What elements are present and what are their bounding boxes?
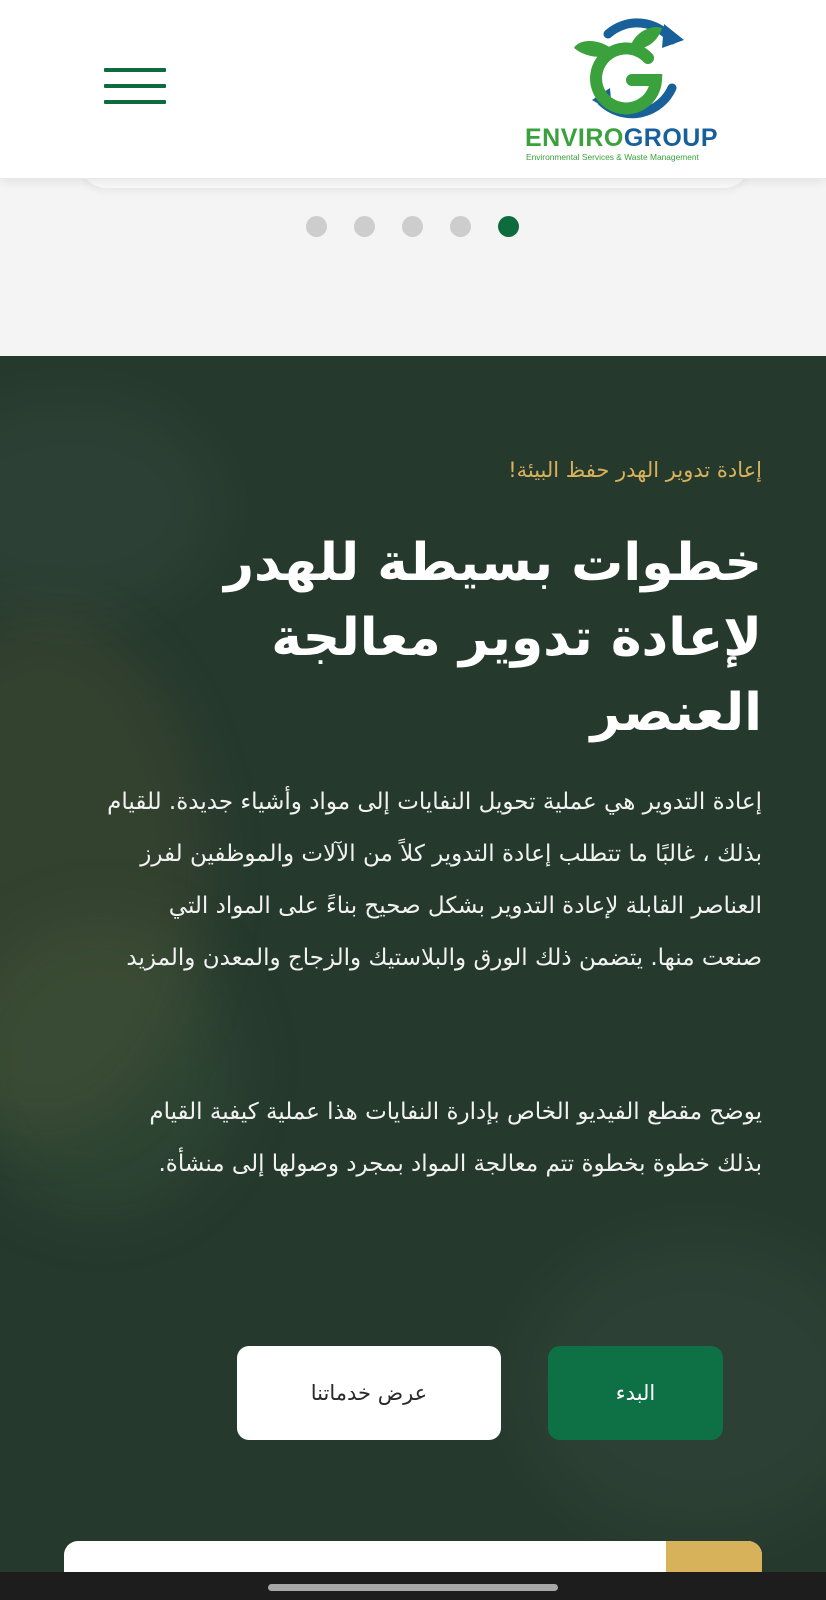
menu-line: [104, 68, 166, 72]
hero-eyebrow: إعادة تدوير الهدر حفظ البيئة!: [508, 458, 762, 482]
carousel-pagination: [0, 216, 826, 238]
start-button[interactable]: البدء: [548, 1346, 723, 1440]
menu-line: [104, 100, 166, 104]
view-services-button[interactable]: عرض خدماتنا: [237, 1346, 501, 1440]
logo-text-group: GROUP: [623, 124, 719, 152]
hero-headline: خطوات بسيطة للهدر لإعادة تدوير معالجة العنصر: [224, 533, 762, 743]
logo-text-enviro: ENVIRO: [525, 124, 624, 152]
logo-wordmark: [525, 124, 718, 153]
envirogroup-logo[interactable]: [520, 18, 750, 168]
carousel-dot-2[interactable]: [354, 216, 375, 237]
carousel-dot-1[interactable]: [306, 216, 327, 237]
carousel-dot-4[interactable]: [450, 216, 471, 237]
carousel-dot-3[interactable]: [402, 216, 423, 237]
menu-line: [104, 84, 166, 88]
home-gesture-handle[interactable]: [268, 1584, 558, 1591]
recycle-leaf-logo-icon: [560, 18, 700, 123]
hero-content: [0, 356, 826, 1600]
logo-tagline: Environmental Services & Waste Management: [526, 152, 699, 162]
hero-paragraph-2: يوضح مقطع الفيديو الخاص بإدارة النفايات هذا عملية كيفية القيام بذلك خطوة بخطوة تتم معالجة المواد بمجرد وصولها إلى منشأة.: [149, 1099, 762, 1177]
hamburger-menu-icon[interactable]: [104, 68, 166, 106]
hero-section: [0, 356, 826, 1600]
site-header: [0, 0, 826, 179]
carousel-dot-5[interactable]: [498, 216, 519, 237]
hero-paragraph-1: إعادة التدوير هي عملية تحويل النفايات إلى مواد وأشياء جديدة. للقيام بذلك ، غالبًا ما تتطلب إعادة التدوير كلاً من الآلات والموظفين لفرز العناصر القابلة لإعادة التدوير بشكل صحيح بناءً على المواد التي صنعت منها. يتضمن ذلك الورق والبلاستيك والزجاج والمعدن والمزيد: [107, 789, 762, 971]
system-navigation-bar: [0, 1572, 826, 1600]
